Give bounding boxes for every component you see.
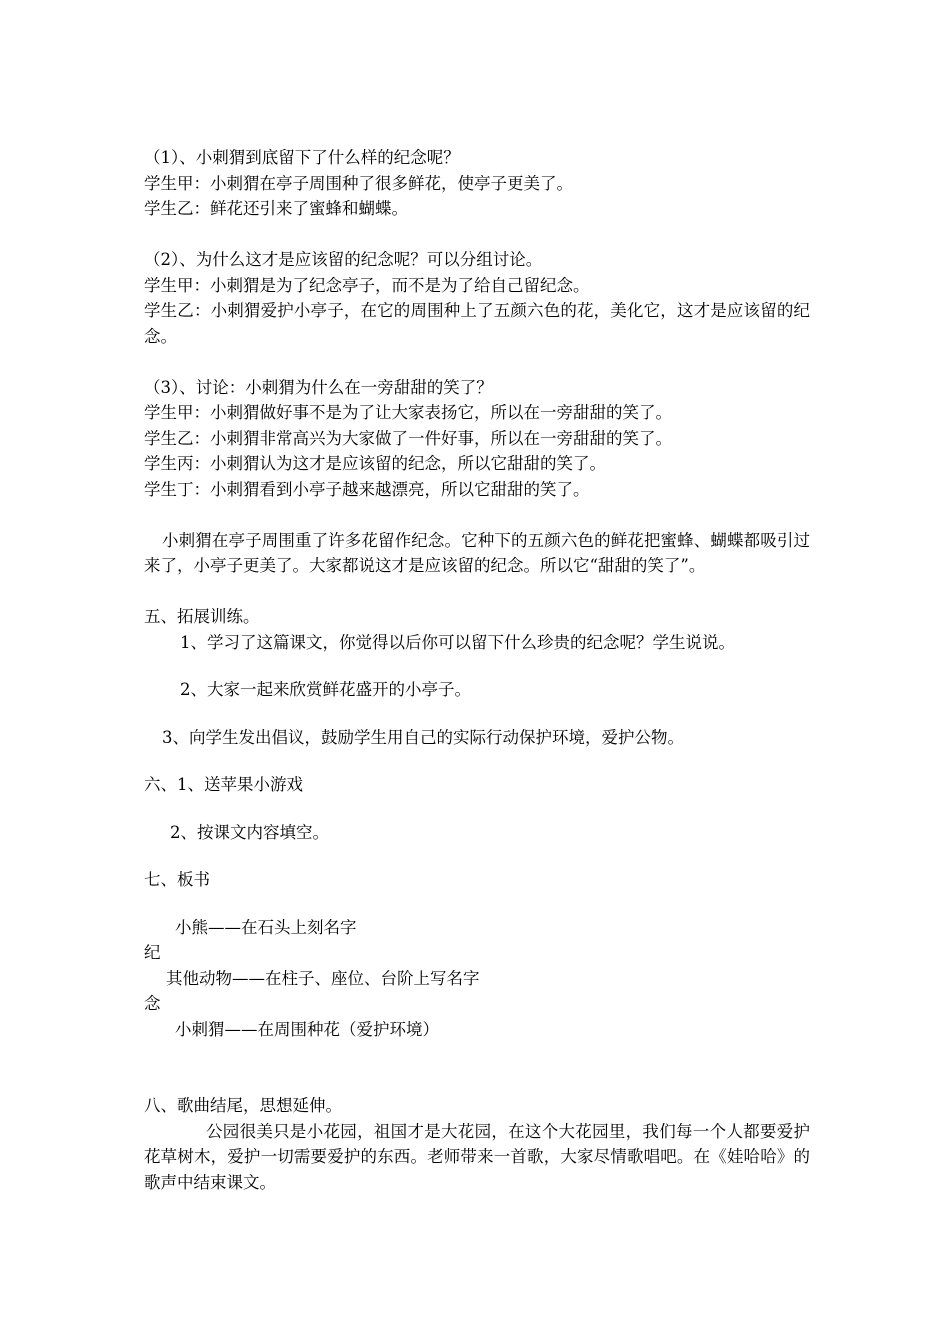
q1-answer-b: 学生乙：鲜花还引来了蜜蜂和蝴蝶。 xyxy=(144,199,408,218)
spacer xyxy=(144,655,810,677)
document-page xyxy=(144,145,810,1195)
section5-item-1: 1、学习了这篇课文，你觉得以后你可以留下什么珍贵的纪念呢？学生说说。 xyxy=(180,632,735,652)
section6-item-2: 2、按课文内容填空。 xyxy=(170,822,329,842)
q2-answer-b: 学生乙：小刺猬爱护小亭子，在它的周围种上了五颜六色的花，美化它，这才是应该留的纪念。 xyxy=(144,301,810,346)
q3-question: （3）、讨论：小刺猬为什么在一旁甜甜的笑了？ xyxy=(144,377,493,397)
spacer xyxy=(144,798,810,820)
q3-answer-b: 学生乙：小刺猬非常高兴为大家做了一件好事，所以在一旁甜甜的笑了。 xyxy=(144,428,672,448)
q3-answer-c: 学生丙：小刺猬认为这才是应该留的纪念，所以它甜甜的笑了。 xyxy=(144,454,606,473)
q2-question: （2）、为什么这才是应该留的纪念呢？可以分组讨论。 xyxy=(144,250,543,269)
spacer xyxy=(144,349,810,375)
blackboard-char-1: 纪 xyxy=(144,943,161,962)
spacer xyxy=(144,222,810,248)
section7-title: 七、板书 xyxy=(144,870,210,889)
q2-answer-a: 学生甲：小刺猬是为了纪念亭子，而不是为了给自己留纪念。 xyxy=(144,275,590,295)
q1-answer-a: 学生甲：小刺猬在亭子周围种了很多鲜花，使亭子更美了。 xyxy=(144,173,573,193)
spacer xyxy=(144,579,810,605)
spacer xyxy=(144,502,810,528)
blackboard-line-3: 小刺猬——在周围种花（爱护环境） xyxy=(175,1019,439,1039)
spacer xyxy=(144,703,810,725)
spacer xyxy=(144,1042,810,1068)
blackboard-char-2: 念 xyxy=(144,994,161,1013)
spacer xyxy=(144,845,810,867)
summary-paragraph: 小刺猬在亭子周围重了许多花留作纪念。它种下的五颜六色的鲜花把蜜蜂、蝴蝶都吸引过来了，小亭子更美了。大家都说这才是应该留的纪念。所以它“甜甜的笑了”。 xyxy=(144,530,810,575)
section8-title: 八、歌曲结尾，思想延伸。 xyxy=(144,1096,342,1115)
blackboard-line-2: 其他动物——在柱子、座位、台阶上写名字 xyxy=(166,968,480,988)
spacer xyxy=(144,893,810,915)
q1-question: （1）、小刺猬到底留下了什么样的纪念呢？ xyxy=(144,148,460,167)
blackboard-line-1: 小熊——在石头上刻名字 xyxy=(175,917,357,937)
section8-body: 公园很美只是小花园，祖国才是大花园，在这个大花园里，我们每一个人都要爱护花草树木，爱护一切需要爱护的东西。老师带来一首歌，大家尽情歌唱吧。在《娃哈哈》的歌声中结束课文。 xyxy=(144,1121,810,1192)
section5-title: 五、拓展训练。 xyxy=(144,607,260,626)
section6-item-1: 六、1、送苹果小游戏 xyxy=(144,775,303,794)
spacer xyxy=(144,1068,810,1094)
q3-answer-a: 学生甲：小刺猬做好事不是为了让大家表扬它，所以在一旁甜甜的笑了。 xyxy=(144,403,672,422)
section5-item-3: 3、向学生发出倡议，鼓励学生用自己的实际行动保护环境，爱护公物。 xyxy=(162,727,684,747)
section5-item-2: 2、大家一起来欣赏鲜花盛开的小亭子。 xyxy=(180,680,471,699)
q3-answer-d: 学生丁：小刺猬看到小亭子越来越漂亮，所以它甜甜的笑了。 xyxy=(144,479,590,499)
spacer xyxy=(144,750,810,772)
